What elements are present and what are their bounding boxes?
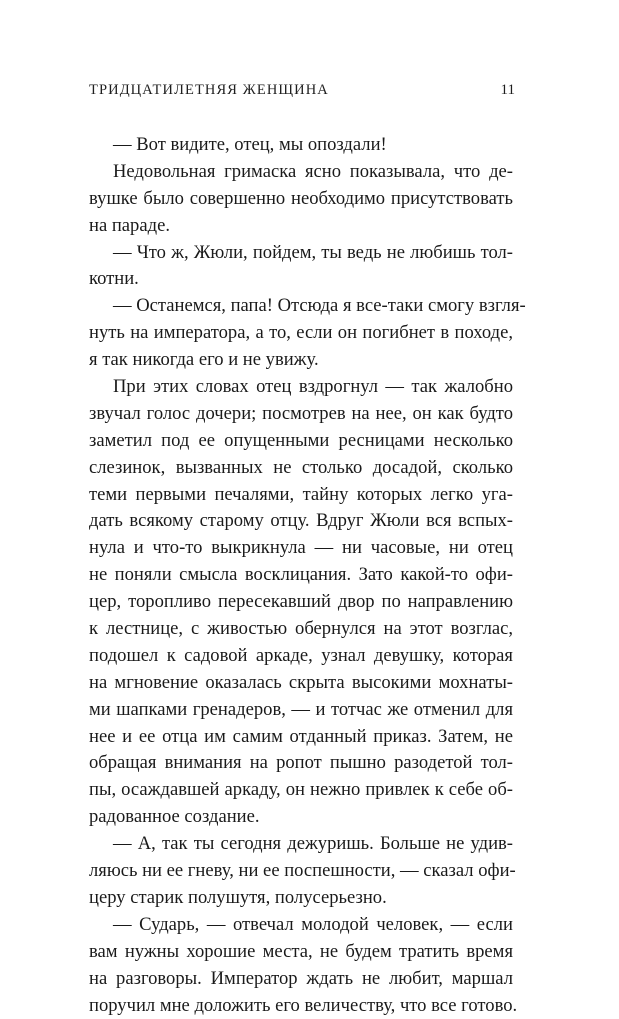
text-line: дать всякому старому отцу. Вдруг Жюли вся вспых-: [89, 508, 513, 535]
text-line: на мгновение оказалась скрыта высокими мохнаты-: [89, 670, 513, 697]
text-line: — Сударь, — отвечал молодой человек, — если: [89, 912, 513, 939]
text-line: вам нужны хорошие места, не будем тратить время: [89, 939, 513, 966]
running-head: [89, 82, 515, 102]
text-line: ляюсь ни ее гневу, ни ее поспешности, — сказал офи-: [89, 858, 513, 885]
text-line: заметил под ее опущенными ресницами несколько: [89, 428, 513, 455]
text-line: цер, торопливо пересекавший двор по направлению: [89, 589, 513, 616]
body-text: [89, 132, 513, 1019]
text-line: слезинок, вызванных не столько досадой, сколько: [89, 455, 513, 482]
text-line: радованное создание.: [89, 804, 513, 831]
text-line: — Останемся, папа! Отсюда я все-таки смогу взгля-: [89, 293, 513, 320]
text-line: При этих словах отец вздрогнул — так жалобно: [89, 374, 513, 401]
text-line: подошел к садовой аркаде, узнал девушку, которая: [89, 643, 513, 670]
text-line: я так никогда его и не увижу.: [89, 347, 513, 374]
text-line: не поняли смысла восклицания. Зато какой-то офи-: [89, 562, 513, 589]
text-line: Недовольная гримаска ясно показывала, что де-: [89, 159, 513, 186]
text-line: нуть на императора, а то, если он погибнет в походе,: [89, 320, 513, 347]
text-line: звучал голос дочери; посмотрев на нее, он как будто: [89, 401, 513, 428]
text-line: — Что ж, Жюли, пойдем, ты ведь не любишь тол-: [89, 240, 513, 267]
text-line: — А, так ты сегодня дежуришь. Больше не удив-: [89, 831, 513, 858]
text-line: поручил мне доложить его величеству, что все готово.: [89, 993, 513, 1019]
text-line: теми первыми печалями, тайну которых легко уга-: [89, 482, 513, 509]
text-line: нула и что-то выкрикнула — ни часовые, ни отец: [89, 535, 513, 562]
text-line: котни.: [89, 266, 513, 293]
text-line: — Вот видите, отец, мы опоздали!: [89, 132, 513, 159]
text-line: вушке было совершенно необходимо присутствовать: [89, 186, 513, 213]
text-line: на параде.: [89, 213, 513, 240]
page-number: 11: [501, 82, 515, 99]
text-line: к лестнице, с живостью обернулся на этот возглас,: [89, 616, 513, 643]
text-line: нее и ее отца им самим отданный приказ. Затем, не: [89, 724, 513, 751]
text-line: обращая внимания на ропот пышно разодетой тол-: [89, 750, 513, 777]
text-line: ми шапками гренадеров, — и тотчас же отменил для: [89, 697, 513, 724]
text-line: церу старик полушутя, полусерьезно.: [89, 885, 513, 912]
text-line: на разговоры. Император ждать не любит, маршал: [89, 966, 513, 993]
chapter-title: ТРИДЦАТИЛЕТНЯЯ ЖЕНЩИНА: [89, 82, 329, 99]
text-line: пы, осаждавшей аркаду, он нежно привлек к себе об-: [89, 777, 513, 804]
